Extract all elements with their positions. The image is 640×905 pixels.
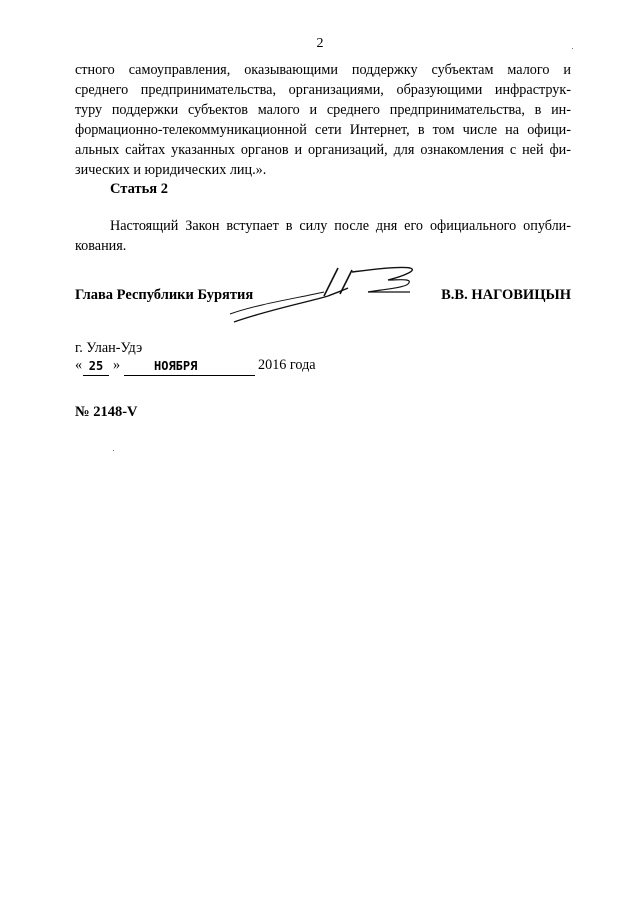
paragraph-1-line: альных сайтах указанных органов и организаций, для ознакомления с ней фи- — [75, 142, 571, 158]
article-title: Статья 2 — [110, 181, 168, 197]
paragraph-1-line: среднего предпринимательства, организациями, образующими инфраструк- — [75, 82, 571, 98]
paragraph-1-line: зических и юридических лиц.». — [75, 162, 267, 178]
paragraph-1-line: туру поддержки субъектов малого и среднего предпринимательства, в ин- — [75, 102, 571, 118]
document-number: № 2148-V — [75, 404, 138, 420]
scan-speck — [113, 450, 114, 451]
date-month: НОЯБРЯ — [124, 357, 255, 376]
paragraph-1 — [75, 60, 571, 180]
handwritten-signature — [228, 262, 428, 328]
paragraph-2-line: Настоящий Закон вступает в силу после дня его официального опубли- — [110, 218, 571, 234]
paragraph-2 — [75, 216, 571, 256]
signatory-name: В.В. НАГОВИЦЫН — [441, 287, 571, 303]
paragraph-1-line: стного самоуправления, оказывающими поддержку субъектам малого и — [75, 62, 571, 78]
date-year: 2016 года — [258, 357, 316, 373]
page-number: 2 — [316, 36, 324, 51]
scan-speck — [572, 48, 573, 49]
paragraph-2-line: кования. — [75, 238, 127, 254]
date-close-quote: » — [113, 357, 121, 373]
date-open-quote: « — [75, 357, 83, 373]
paragraph-1-line: формационно-телекоммуникационной сети Интернет, в том числе на офици- — [75, 122, 571, 138]
date-day: 25 — [83, 357, 109, 376]
signatory-position: Глава Республики Бурятия — [75, 287, 254, 303]
city: г. Улан-Удэ — [75, 340, 143, 356]
date-line — [75, 357, 375, 377]
